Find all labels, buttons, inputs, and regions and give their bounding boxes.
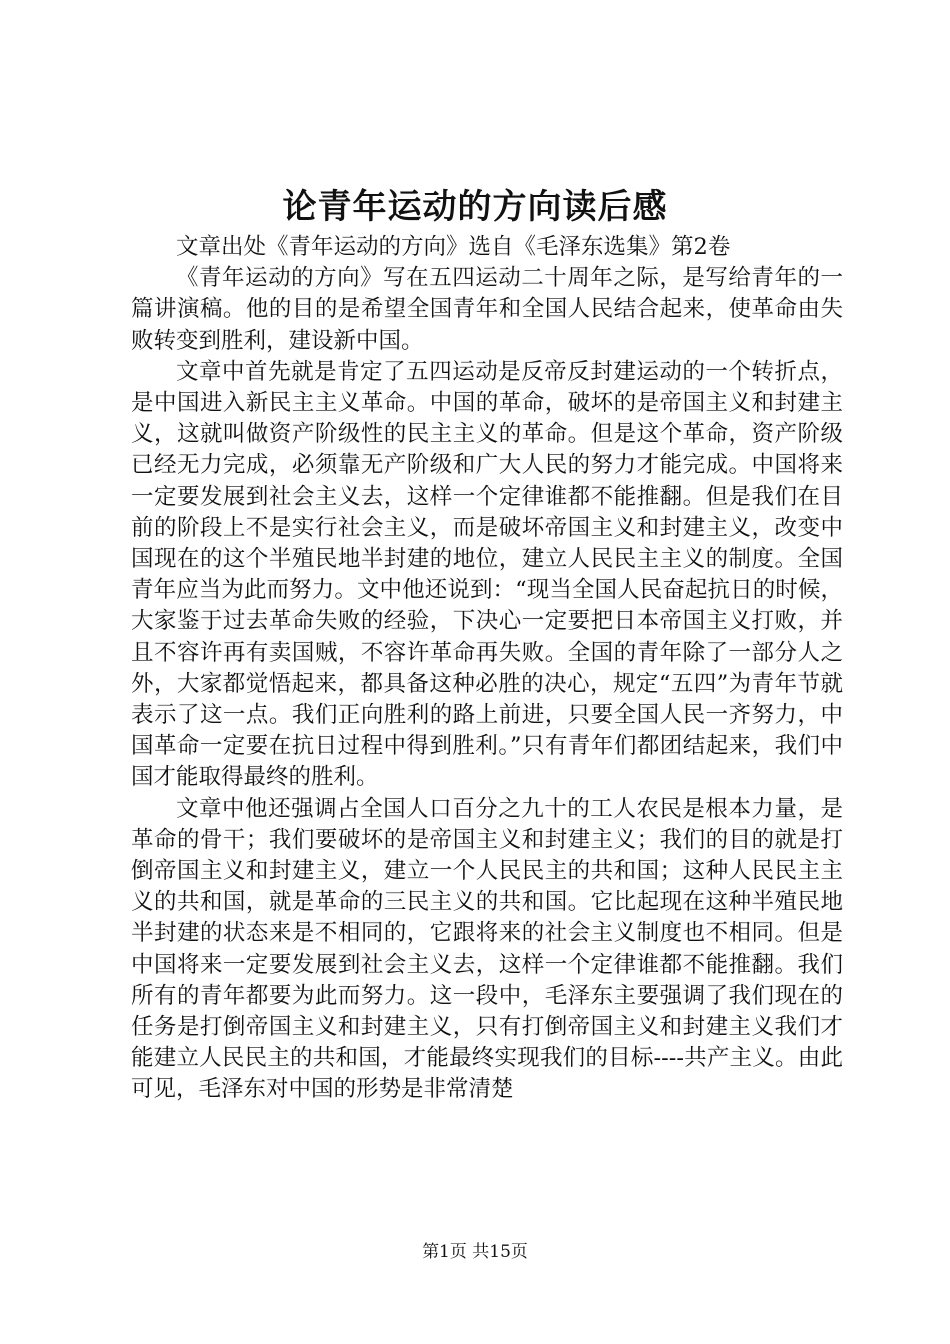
document-title: 论青年运动的方向读后感 bbox=[282, 187, 668, 227]
paragraph: 《青年运动的方向》写在五四运动二十周年之际，是写给青年的一篇讲演稿。他的目的是希望全国青年和全国人民结合起来，使革命由失败转变到胜利，建设新中国。 bbox=[131, 265, 843, 354]
document-body bbox=[131, 232, 843, 1106]
paragraph: 文章中首先就是肯定了五四运动是反帝反封建运动的一个转折点，是中国进入新民主主义革命。中国的革命，破坏的是帝国主义和封建主义，这就叫做资产阶级性的民主主义的革命。但是这个革命，资产阶级已经无力完成，必须靠无产阶级和广大人民的努力才能完成。中国将来一定要发展到社会主义去，这样一个定律谁都不能推翻。但是我们在目前的阶段上不是实行社会主义，而是破坏帝国主义和封建主义，改变中国现在的这个半殖民地半封建的地位，建立人民民主主义的制度。全国青年应当为此而努力。文中他还说到：“现当全国人民奋起抗日的时候，大家鉴于过去革命失败的经验，下决心一定要把日本帝国主义打败，并且不容许再有卖国贼，不容许革命再失败。全国的青年除了一部分人之外，大家都觉悟起来，都具备这种必胜的决心，规定“五四”为青年节就表示了这一点。我们正向胜利的路上前进，只要全国人民一齐努力，中国革命一定要在抗日过程中得到胜利。”只有青年们都团结起来，我们中国才能取得最终的胜利。 bbox=[131, 358, 843, 791]
paragraph: 文章出处《青年运动的方向》选自《毛泽东选集》第2卷 bbox=[176, 234, 731, 260]
paragraph: 文章中他还强调占全国人口百分之九十的工人农民是根本力量，是革命的骨干；我们要破坏的是帝国主义和封建主义；我们的目的就是打倒帝国主义和封建主义，建立一个人民民主的共和国；这种人民民主主义的共和国，就是革命的三民主义的共和国。它比起现在这种半殖民地半封建的状态来是不相同的，它跟将来的社会主义制度也不相同。但是中国将来一定要发展到社会主义去，这样一个定律谁都不能推翻。我们所有的青年都要为此而努力。这一段中，毛泽东主要强调了我们现在的任务是打倒帝国主义和封建主义，只有打倒帝国主义和封建主义我们才能建立人民民主的共和国，才能最终实现我们的目标----共产主义。由此可见，毛泽东对中国的形势是非常清楚 bbox=[131, 795, 843, 1103]
page-number-footer: 第1页 共15页 bbox=[422, 1242, 528, 1262]
